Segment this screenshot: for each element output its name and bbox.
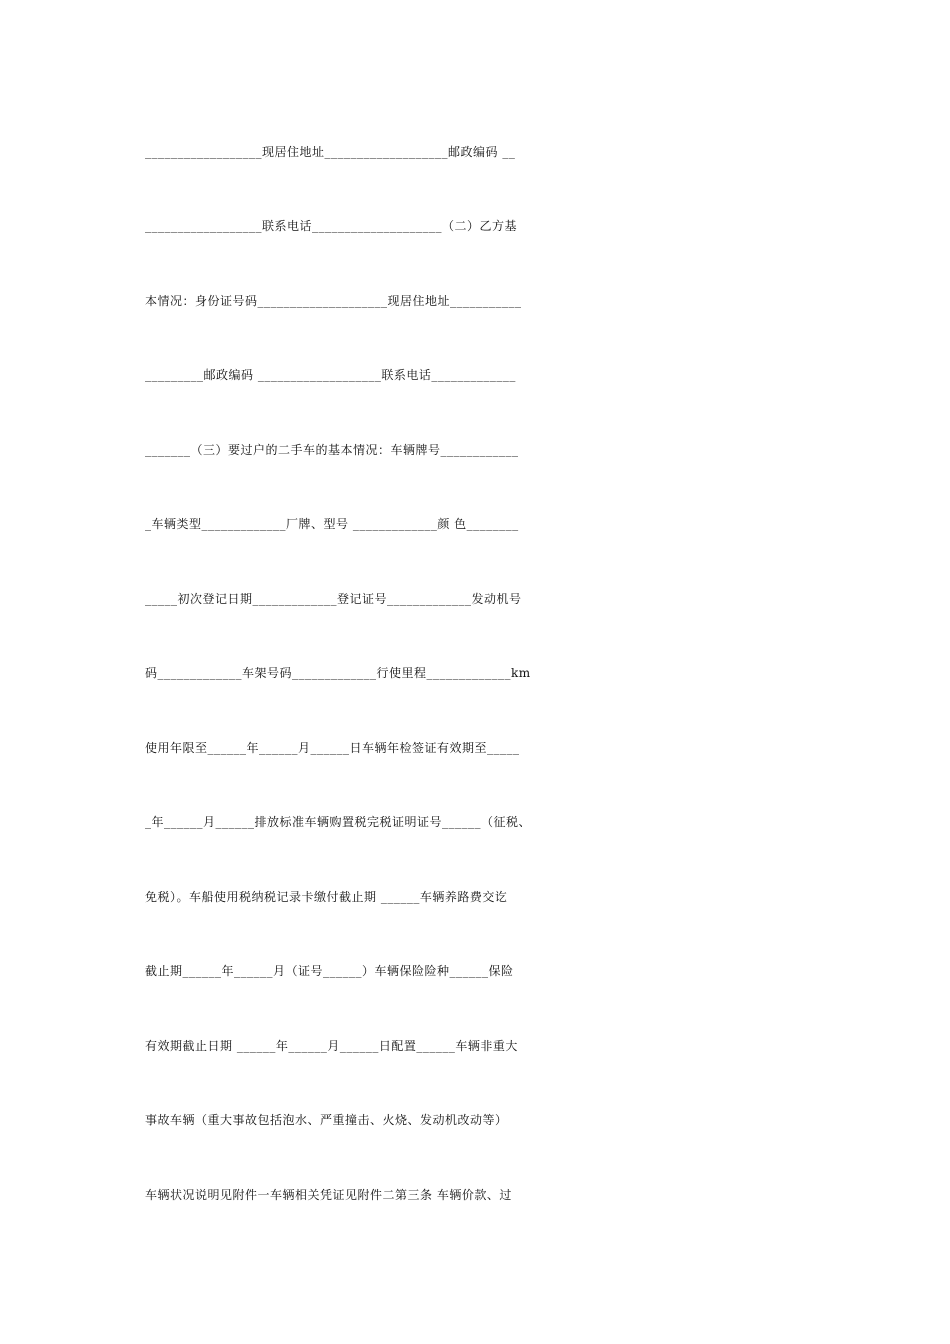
text-line: 截止期______年______月（证号______）车辆保险险种______保险 (145, 964, 514, 978)
text-line: 本情况：身份证号码____________________现居住地址___________ (145, 294, 522, 308)
text-line: 车辆状况说明见附件一车辆相关凭证见附件二第三条 车辆价款、过 (145, 1188, 512, 1202)
text-line: 码_____________车架号码_____________行使里程_____________km (145, 666, 531, 680)
text-line: _______（三）要过户的二手车的基本情况：车辆牌号____________ (145, 443, 519, 457)
text-line: __________________现居住地址___________________邮政编码 __ (145, 145, 516, 159)
text-line: __________________联系电话____________________（二）乙方基 (145, 219, 518, 233)
text-line: 有效期截止日期 ______年______月______日配置______车辆非重大 (145, 1039, 518, 1053)
text-line: _________邮政编码 ___________________联系电话_____________ (145, 368, 516, 382)
text-line: _____初次登记日期_____________登记证号_____________发动机号 (145, 592, 522, 606)
text-line: 免税）。车船使用税纳税记录卡缴付截止期 ______车辆养路费交讫 (145, 890, 508, 904)
text-line: 使用年限至______年______月______日车辆年检签证有效期至_____ (145, 741, 520, 755)
text-line: _年______月______排放标准车辆购置税完税证明证号______（征税、 (145, 815, 532, 829)
text-line: _车辆类型_____________厂牌、型号 _____________颜 色________ (145, 517, 519, 531)
text-line: 事故车辆（重大事故包括泡水、严重撞击、火烧、发动机改动等） (145, 1113, 508, 1127)
